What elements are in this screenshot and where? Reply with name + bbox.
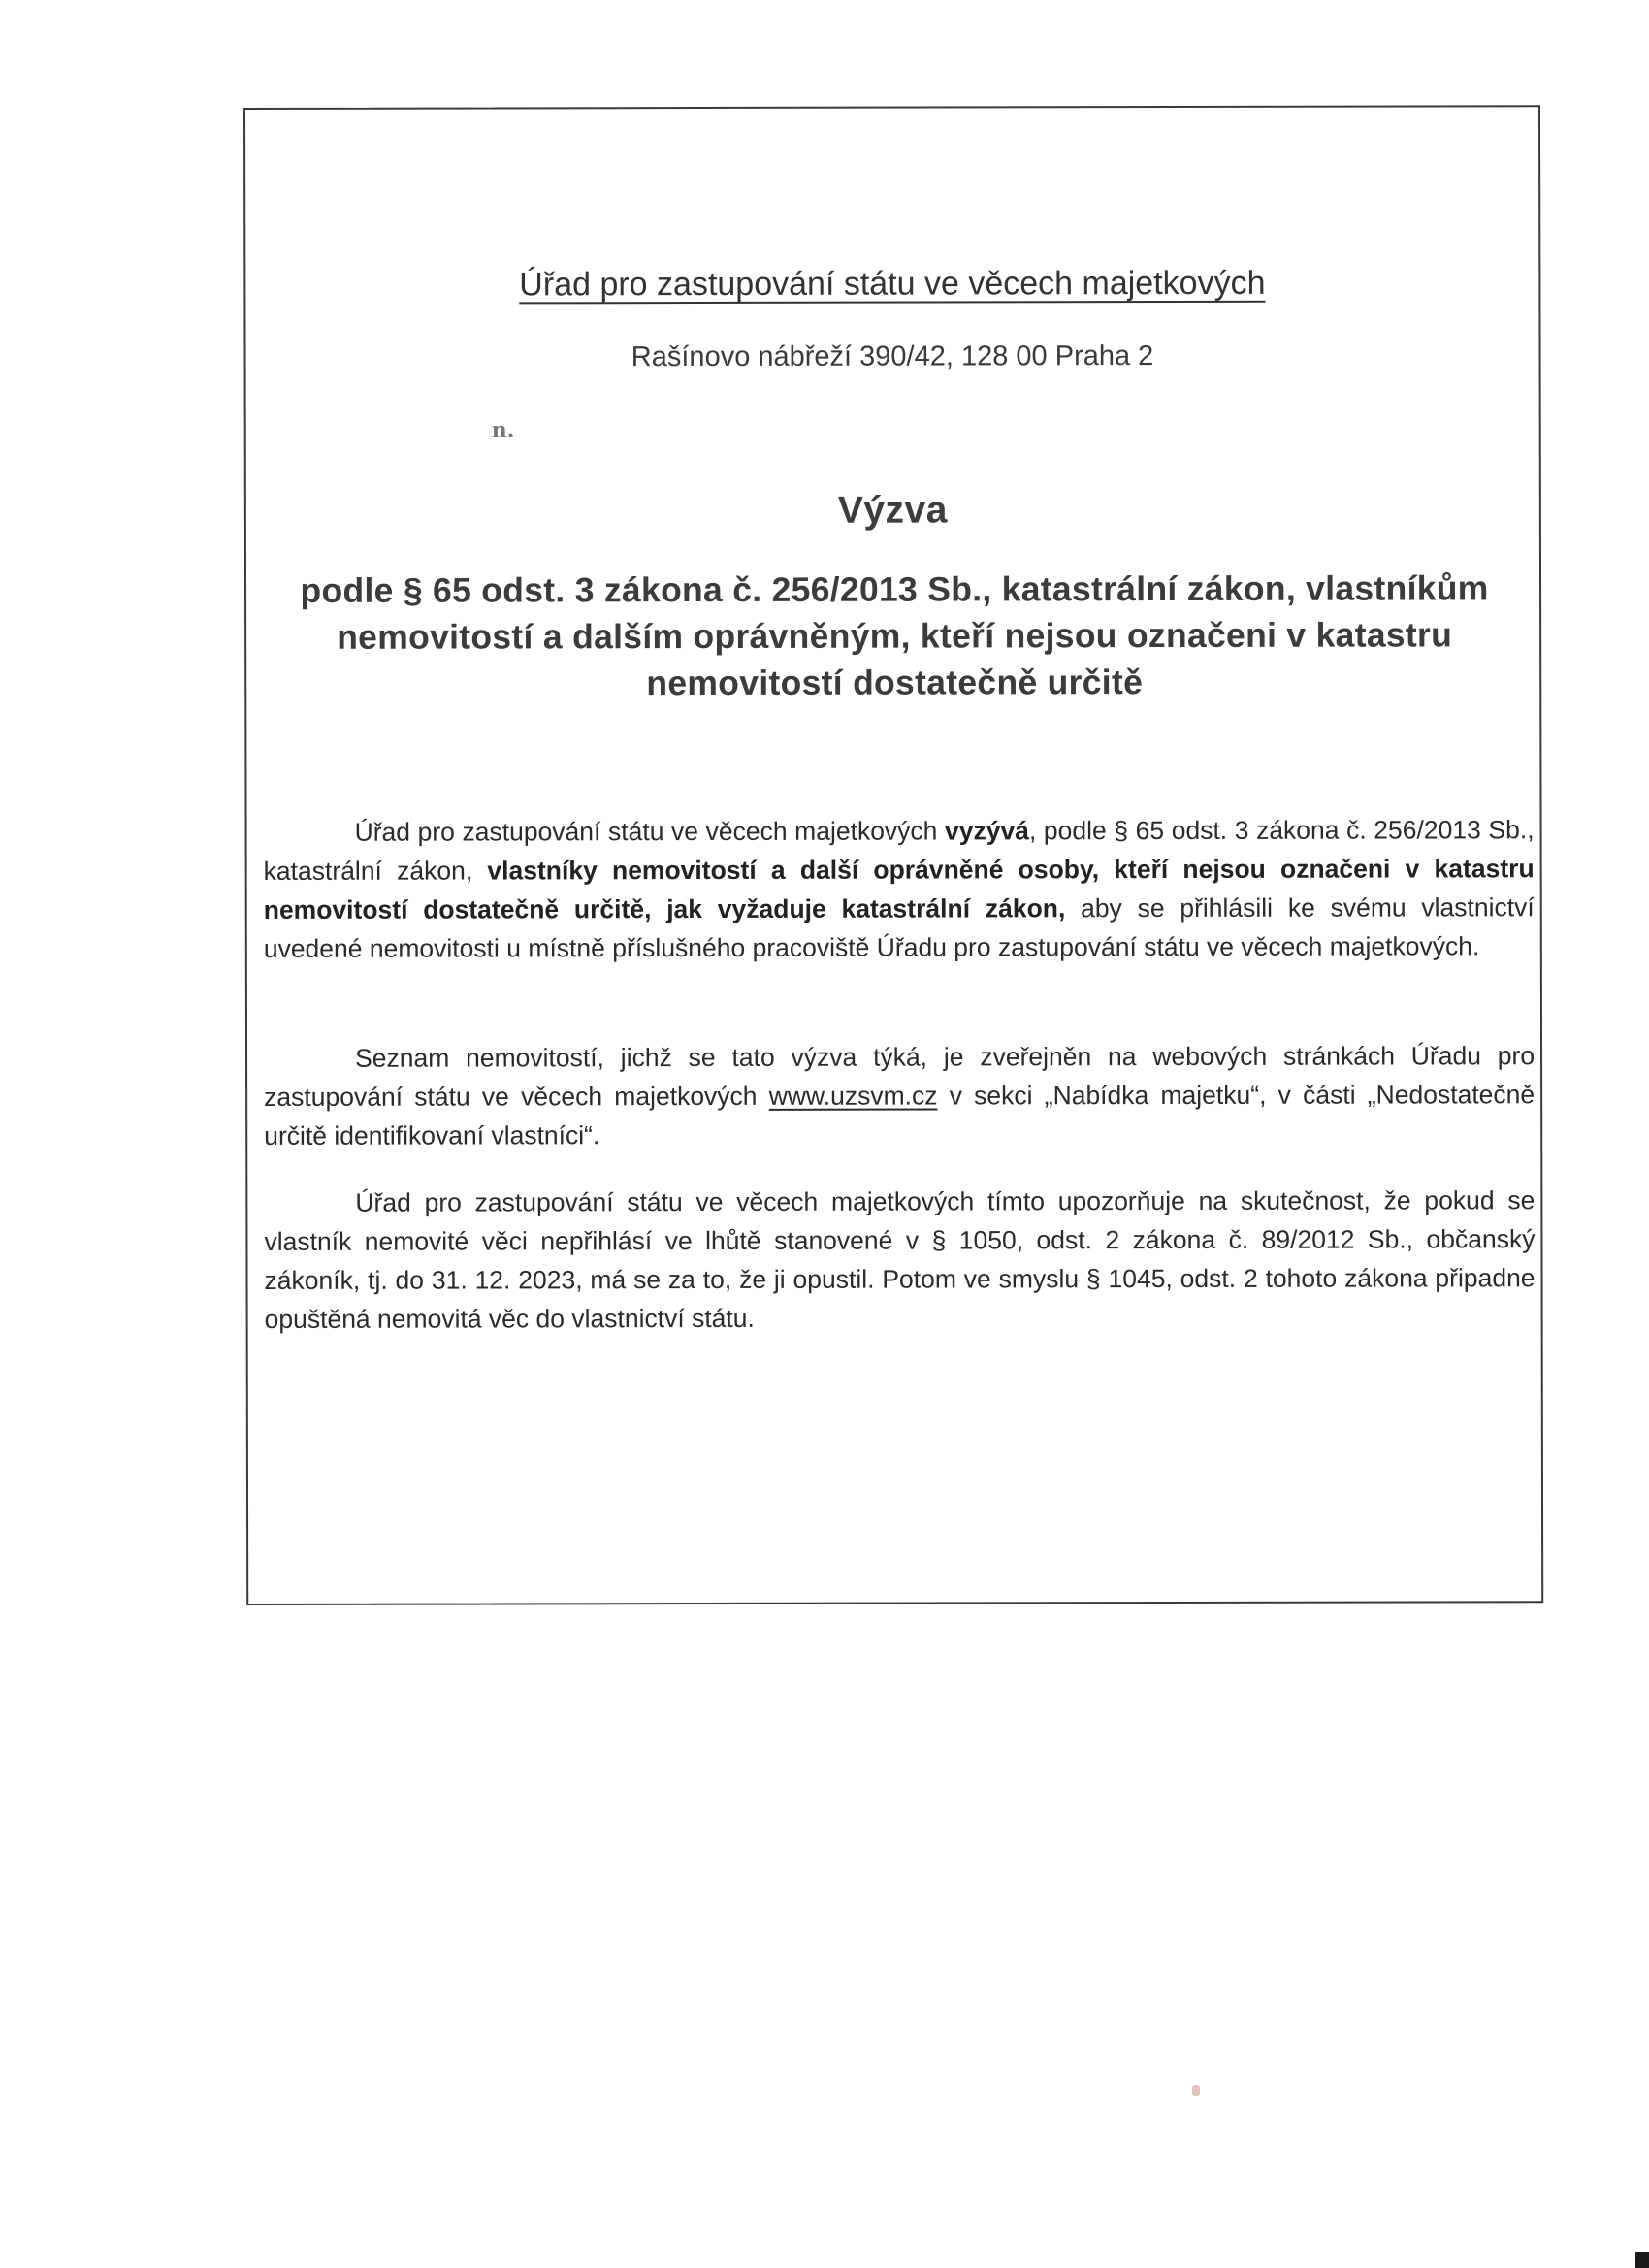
p1-text-c: , podle § 65 odst. 3 zákona č. 256/2013 Sb., katastrální zákon, — [263, 815, 1535, 886]
scan-speck — [1192, 2085, 1200, 2096]
p1-bold-calls: vyzývá — [944, 816, 1029, 846]
website-link[interactable]: www.uzsvm.cz — [768, 1081, 938, 1111]
p2-text-b: v sekci „Nabídka majetku“, v části „Nedostatečně určitě identifikovaní vlastníci“. — [264, 1080, 1536, 1150]
scan-edge-mark — [1635, 2252, 1649, 2268]
document-title: Výzva — [837, 489, 948, 532]
office-address: Rašínovo nábřeží 390/42, 128 00 Praha 2 — [630, 340, 1154, 373]
paragraph-call — [264, 810, 1535, 968]
paragraph-list-location — [264, 1036, 1535, 1155]
document-subtitle: podle § 65 odst. 3 zákona č. 256/2013 Sb., katastrální zákon, vlastníkům nemovitostí a dalším oprávněným, kteří nejsou označeni v katastru nemovitostí dostatečně určitě — [300, 568, 1489, 703]
p1-bold-owners: vlastníky nemovitostí a další oprávněné osoby, kteří nejsou označeni v katastru nemovitostí dostatečně určitě, jak vyžaduje katastrální zákon, — [263, 854, 1535, 924]
office-name-heading — [245, 264, 1538, 305]
stray-scan-mark: n. — [491, 417, 515, 443]
p2-text-a: Seznam nemovitostí, jichž se tato výzva týká, je zveřejněn na webových stránkách Úřadu pro zastupování státu ve věcech majetkových — [264, 1041, 1536, 1112]
p1-text-e: aby se přihlásili ke svému vlastnictví uvedené nemovitosti u místně příslušného pracoviště Úřadu pro zastupování státu ve věcech majetkových. — [263, 892, 1535, 963]
office-name: Úřad pro zastupování státu ve věcech majetkových — [519, 264, 1266, 304]
notice-frame — [243, 105, 1543, 1605]
p3-text: Úřad pro zastupování státu ve věcech majetkových tímto upozorňuje na skutečnost, že pokud se vlastník nemovité věci nepřihlásí ve lhůtě stanovené v § 1050, odst. 2 zákona č. 89/2012 Sb., občanský zákoník, tj. do 31. 12. 2023, má se za to, že ji opustil. Potom ve smyslu § 1045, odst. 2 tohoto zákona připadne opuštěná nemovitá věc do vlastnictví státu. — [264, 1185, 1536, 1334]
p1-text-a: Úřad pro zastupování státu ve věcech majetkových — [354, 816, 946, 847]
paragraph-warning — [264, 1181, 1535, 1339]
